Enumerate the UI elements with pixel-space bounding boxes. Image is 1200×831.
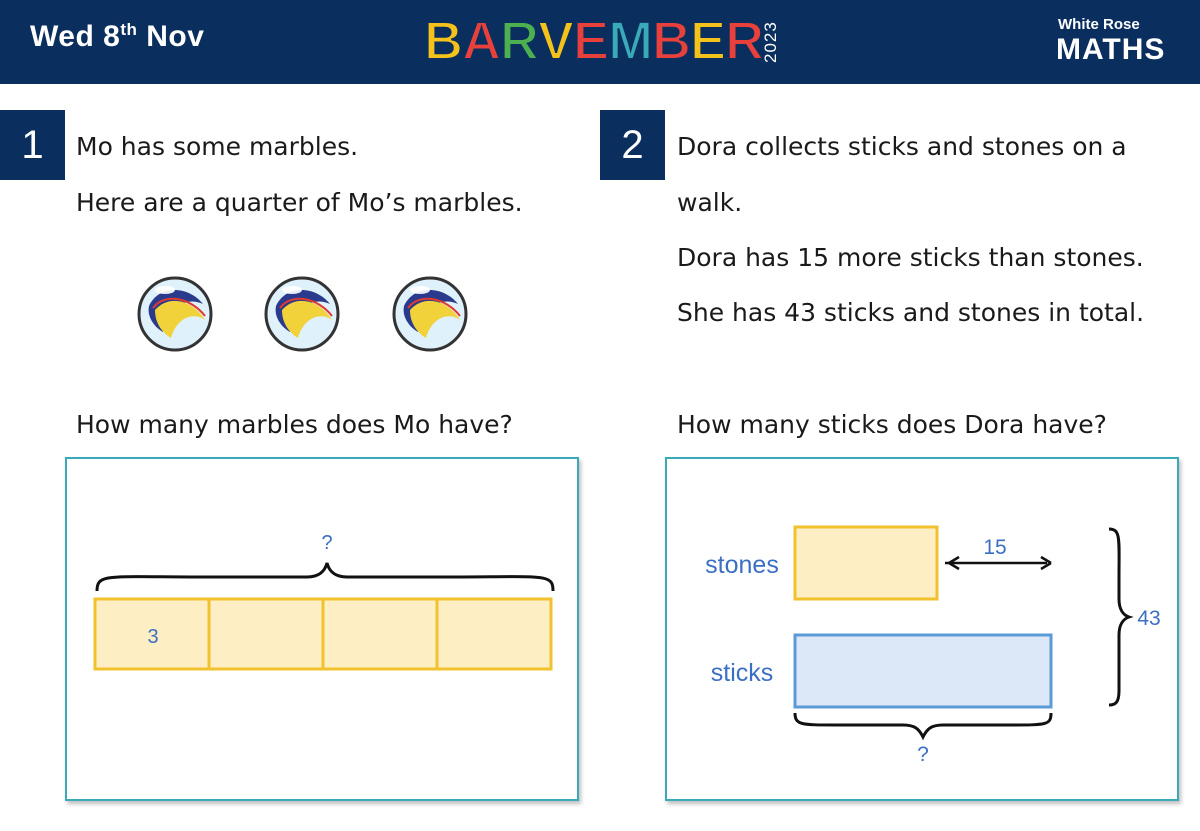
q1-total-label: ? xyxy=(321,532,333,554)
q1-bar-model xyxy=(67,459,577,799)
q2-question: How many sticks does Dora have? xyxy=(677,410,1107,439)
q1-question: How many marbles does Mo have? xyxy=(76,410,513,439)
marble-icon xyxy=(394,278,466,350)
banner-letter: E xyxy=(573,11,610,71)
total-label: 43 xyxy=(1137,607,1161,630)
marble-icon xyxy=(139,278,211,350)
difference-label: 15 xyxy=(983,536,1007,559)
q1-total-brace xyxy=(97,563,553,591)
header-bar xyxy=(0,0,1200,84)
banner-letter: E xyxy=(690,11,727,71)
marbles-illustration xyxy=(130,270,490,360)
banner-letter: A xyxy=(462,11,501,71)
date-label: Wed 8th Nov xyxy=(30,20,205,53)
q2-line-3: Dora has 15 more sticks than stones. xyxy=(677,243,1144,272)
q1-bar-model-panel xyxy=(65,457,579,801)
banner-letter: V xyxy=(538,11,575,71)
banner-letter: R xyxy=(500,11,539,71)
barvember-logo xyxy=(424,11,780,71)
q1-part-label: 3 xyxy=(147,626,159,648)
stones-label: stones xyxy=(705,551,779,579)
banner-year: 2023 xyxy=(761,21,780,63)
q2-line-1: Dora collects sticks and stones on a xyxy=(677,132,1127,161)
banner-letter: M xyxy=(608,11,654,71)
q1-bar-part xyxy=(323,599,437,669)
question-2-number: 2 xyxy=(600,110,665,180)
q2-line-2: walk. xyxy=(677,188,743,217)
sticks-label: sticks xyxy=(710,659,774,687)
q2-bar-model xyxy=(667,459,1177,799)
q1-line-2: Here are a quarter of Mo’s marbles. xyxy=(76,188,523,217)
question-1-number: 1 xyxy=(0,110,65,180)
sticks-brace xyxy=(795,713,1051,737)
stones-bar xyxy=(795,527,937,599)
unknown-label: ? xyxy=(917,743,929,766)
white-rose-logo-maths: MATHS xyxy=(1056,33,1166,66)
total-brace xyxy=(1109,529,1129,705)
q1-bar-part xyxy=(437,599,551,669)
banner-letter: B xyxy=(424,11,463,71)
q1-bar-part xyxy=(209,599,323,669)
sticks-bar xyxy=(795,635,1051,707)
q2-line-4: She has 43 sticks and stones in total. xyxy=(677,298,1145,327)
q2-bar-model-panel xyxy=(665,457,1179,801)
banner-letter: R xyxy=(725,11,765,71)
banner-letter: B xyxy=(652,11,692,71)
q1-line-1: Mo has some marbles. xyxy=(76,132,359,161)
marble-icon xyxy=(266,278,338,350)
white-rose-logo-top: White Rose xyxy=(1058,16,1140,33)
